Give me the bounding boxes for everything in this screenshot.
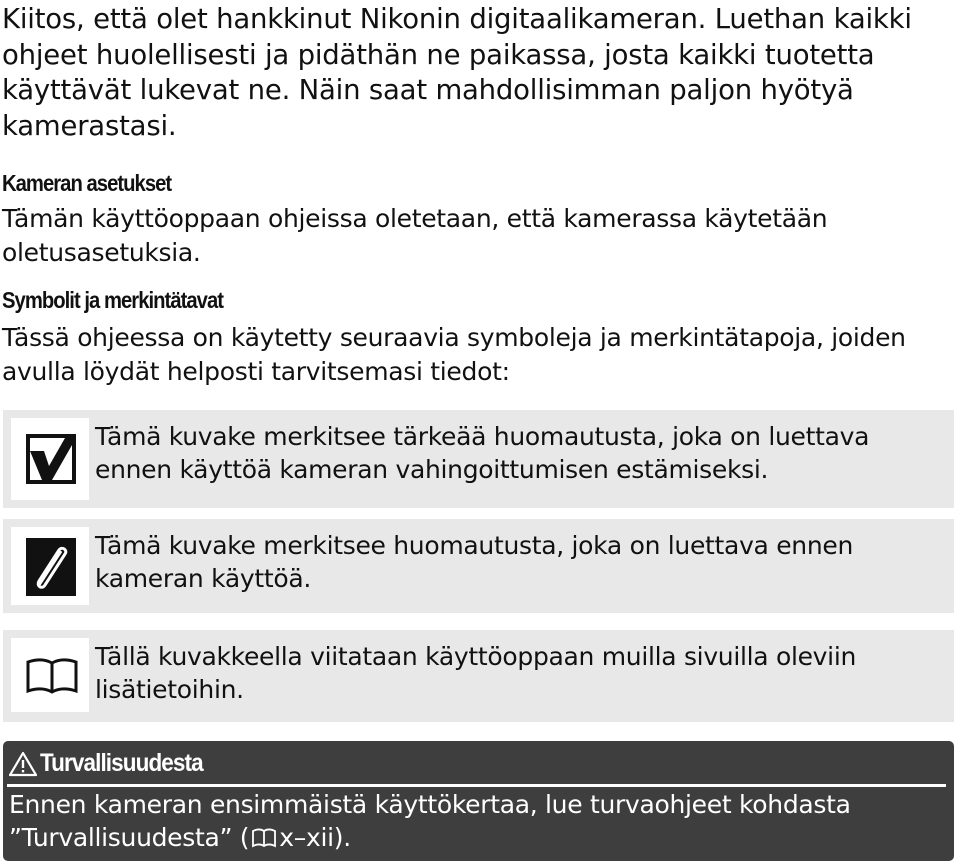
- note-info-text: Tämä kuvake merkitsee huomautusta, joka on luettava ennen kameran käyttöä.: [95, 531, 854, 593]
- icon-cell: [11, 527, 89, 605]
- warning-icon: [9, 751, 37, 777]
- heading-symbols: Symbolit ja merkintätavat: [2, 287, 224, 313]
- safety-title-row: [9, 749, 221, 778]
- heading-camera-settings: Kameran asetukset: [2, 170, 172, 196]
- book-reference-icon: [251, 828, 277, 848]
- checkmark-icon: [25, 433, 77, 485]
- safety-page-ref[interactable]: x–xii: [279, 823, 334, 852]
- safety-divider: [7, 784, 946, 787]
- safety-title: Turvallisuudesta: [40, 749, 203, 777]
- note-info: [3, 519, 954, 613]
- safety-text-end: ).: [333, 823, 351, 852]
- open-book-icon: [25, 656, 79, 696]
- note-reference-text: Tällä kuvakkeella viitataan käyttöoppaan muilla sivuilla oleviin lisätietoihin.: [95, 642, 857, 704]
- note-reference: [3, 630, 954, 722]
- symbols-paragraph: Tässä ohjeessa on käytetty seuraavia symboleja ja merkintätapoja, joiden avulla löydät helposti tarvitsemasi tiedot:: [2, 323, 906, 386]
- camera-settings-paragraph: Tämän käyttöoppaan ohjeissa oletetaan, että kamerassa käytetään oletusasetuksia.: [2, 204, 828, 267]
- intro-paragraph: Kiitos, että olet hankkinut Nikonin digitaalikameran. Luethan kaikki ohjeet huolellisesti ja pidäthän ne paikassa, josta kaikki tuotetta käyttävät lukevat ne. Näin saat mahdollisimman paljon hyötyä kamerastasi.: [2, 3, 912, 142]
- note-important: [3, 410, 954, 508]
- icon-cell: [11, 638, 89, 712]
- safety-box: [3, 741, 954, 861]
- note-important-text: Tämä kuvake merkitsee tärkeää huomautusta, joka on luettava ennen käyttöä kameran vahingoittumisen estämiseksi.: [95, 422, 870, 484]
- safety-text: [9, 788, 939, 854]
- safety-text-main: Ennen kameran ensimmäistä käyttökertaa, lue turvaohjeet kohdasta ”Turvallisuudesta” (: [9, 790, 851, 852]
- pencil-note-icon: [25, 537, 77, 597]
- icon-cell: [11, 418, 89, 500]
